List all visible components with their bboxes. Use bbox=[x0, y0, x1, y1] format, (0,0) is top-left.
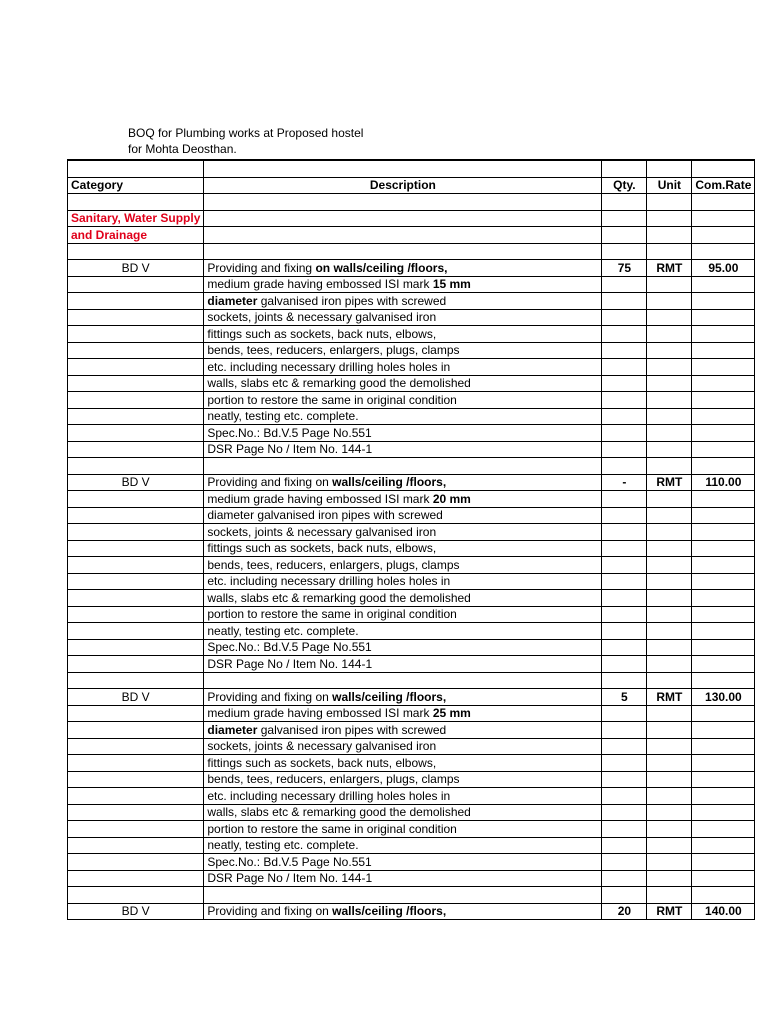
table-row bbox=[68, 623, 755, 640]
item-description-line bbox=[204, 755, 602, 772]
item-description-line bbox=[204, 260, 602, 277]
description-text: etc. including necessary drilling holes holes in bbox=[207, 574, 451, 588]
item-description-line bbox=[204, 705, 602, 722]
item-unit: RMT bbox=[647, 689, 692, 706]
table-row bbox=[68, 573, 755, 590]
table-row bbox=[68, 837, 755, 854]
description-text: Spec.No.: Bd.V.5 Page No.551 bbox=[207, 425, 372, 440]
table-blank-row bbox=[68, 458, 755, 475]
item-description-line bbox=[204, 623, 602, 640]
item-unit: RMT bbox=[647, 260, 692, 277]
item-description-line bbox=[204, 293, 602, 310]
description-text: Spec.No.: Bd.V.5 Page No.551 bbox=[207, 640, 372, 654]
item-description-line bbox=[204, 788, 602, 805]
table-row bbox=[68, 755, 755, 772]
table-row bbox=[68, 342, 755, 359]
description-text: medium grade having embossed ISI mark bbox=[207, 277, 433, 291]
section-heading-line2: and Drainage bbox=[71, 227, 148, 242]
table-row bbox=[68, 540, 755, 557]
item-rate: 140.00 bbox=[692, 903, 755, 920]
table-row bbox=[68, 375, 755, 392]
boq-table bbox=[67, 159, 755, 920]
description-text: Spec.No.: Bd.V.5 Page No.551 bbox=[207, 854, 372, 869]
item-category: BD V bbox=[68, 474, 204, 491]
table-row bbox=[68, 903, 755, 920]
item-description-line bbox=[204, 722, 602, 739]
table-row bbox=[68, 309, 755, 326]
description-text: portion to restore the same in original condition bbox=[207, 821, 457, 836]
item-description-line bbox=[204, 524, 602, 541]
table-row bbox=[68, 441, 755, 458]
table-row bbox=[68, 722, 755, 739]
item-description-line bbox=[204, 326, 602, 343]
description-text: medium grade having embossed ISI mark bbox=[207, 491, 433, 506]
description-text: portion to restore the same in original condition bbox=[207, 607, 457, 621]
description-text: sockets, joints & necessary galvanised iron bbox=[207, 739, 437, 753]
table-row bbox=[68, 425, 755, 442]
table-row bbox=[68, 639, 755, 656]
description-text: DSR Page No / Item No. 144-1 bbox=[207, 442, 373, 456]
item-description-line bbox=[204, 359, 602, 376]
item-description-line bbox=[204, 639, 602, 656]
table-row bbox=[68, 590, 755, 607]
item-description-line bbox=[204, 474, 602, 491]
item-rate: 130.00 bbox=[692, 689, 755, 706]
item-qty: 20 bbox=[602, 903, 647, 920]
section-heading-row bbox=[68, 227, 755, 244]
item-description-line bbox=[204, 771, 602, 788]
table-row bbox=[68, 491, 755, 508]
description-text: bends, tees, reducers, enlargers, plugs, clamps bbox=[207, 557, 460, 572]
table-row bbox=[68, 392, 755, 409]
table-blank-row bbox=[68, 243, 755, 260]
description-text: diameter galvanised iron pipes with screwed bbox=[207, 508, 443, 522]
table-blank-row bbox=[68, 887, 755, 904]
item-description-line bbox=[204, 804, 602, 821]
header-unit: Unit bbox=[647, 177, 692, 194]
section-heading-row bbox=[68, 210, 755, 227]
item-description-line bbox=[204, 540, 602, 557]
item-description-line bbox=[204, 375, 602, 392]
description-text: bends, tees, reducers, enlargers, plugs, clamps bbox=[207, 343, 460, 357]
table-blank-row bbox=[68, 672, 755, 689]
table-row bbox=[68, 474, 755, 491]
table-row bbox=[68, 524, 755, 541]
description-text: Providing and fixing on bbox=[207, 475, 333, 489]
table-row bbox=[68, 870, 755, 887]
description-text: etc. including necessary drilling holes holes in bbox=[207, 788, 451, 803]
item-description-line bbox=[204, 606, 602, 623]
description-text: neatly, testing etc. complete. bbox=[207, 838, 359, 852]
description-bold-text: diameter bbox=[207, 722, 258, 737]
item-rate: 95.00 bbox=[692, 260, 755, 277]
table-row bbox=[68, 788, 755, 805]
table-row bbox=[68, 804, 755, 821]
document-title: BOQ for Plumbing works at Proposed hostel bbox=[128, 126, 364, 140]
item-description-line bbox=[204, 573, 602, 590]
table-row bbox=[68, 738, 755, 755]
description-text: fittings such as sockets, back nuts, elbows, bbox=[207, 755, 437, 770]
item-qty: 75 bbox=[602, 260, 647, 277]
description-bold-text: diameter bbox=[207, 293, 258, 308]
description-text: portion to restore the same in original condition bbox=[207, 392, 457, 407]
item-unit: RMT bbox=[647, 903, 692, 920]
item-unit: RMT bbox=[647, 474, 692, 491]
description-bold-text: walls/ceiling /floors, bbox=[332, 904, 447, 918]
table-row bbox=[68, 408, 755, 425]
table-row bbox=[68, 260, 755, 277]
description-bold-text: on walls/ceiling /floors, bbox=[315, 260, 448, 275]
item-description-line bbox=[204, 738, 602, 755]
description-text: neatly, testing etc. complete. bbox=[207, 409, 359, 423]
item-rate: 110.00 bbox=[692, 474, 755, 491]
description-bold-text: 20 mm bbox=[432, 491, 471, 506]
item-description-line bbox=[204, 392, 602, 409]
table-row bbox=[68, 689, 755, 706]
table-header-row bbox=[68, 177, 755, 194]
item-description-line bbox=[204, 491, 602, 508]
description-text: walls, slabs etc & remarking good the demolished bbox=[207, 590, 471, 605]
description-text: DSR Page No / Item No. 144-1 bbox=[207, 656, 373, 671]
table-blank-row bbox=[68, 194, 755, 211]
description-bold-text: walls/ceiling /floors, bbox=[332, 689, 447, 704]
description-text: Providing and fixing on bbox=[207, 689, 333, 704]
table-row bbox=[68, 276, 755, 293]
item-description-line bbox=[204, 590, 602, 607]
description-text: bends, tees, reducers, enlargers, plugs, clamps bbox=[207, 772, 460, 786]
table-row bbox=[68, 854, 755, 871]
description-text: etc. including necessary drilling holes holes in bbox=[207, 359, 451, 374]
document-subtitle: for Mohta Deosthan. bbox=[128, 142, 237, 156]
description-text: fittings such as sockets, back nuts, elbows, bbox=[207, 326, 437, 341]
table-row bbox=[68, 507, 755, 524]
table-row bbox=[68, 821, 755, 838]
item-category: BD V bbox=[68, 903, 204, 920]
item-description-line bbox=[204, 557, 602, 574]
item-qty: - bbox=[602, 474, 647, 491]
item-qty: 5 bbox=[602, 689, 647, 706]
item-description-line bbox=[204, 903, 602, 920]
item-description-line bbox=[204, 425, 602, 442]
description-text: sockets, joints & necessary galvanised iron bbox=[207, 524, 437, 539]
table-row bbox=[68, 557, 755, 574]
table-blank-row bbox=[68, 160, 755, 177]
description-bold-text: 25 mm bbox=[432, 706, 471, 720]
description-text: medium grade having embossed ISI mark bbox=[207, 706, 433, 720]
item-description-line bbox=[204, 309, 602, 326]
table-row bbox=[68, 293, 755, 310]
table-row bbox=[68, 359, 755, 376]
description-bold-text: 15 mm bbox=[432, 277, 471, 291]
item-description-line bbox=[204, 689, 602, 706]
item-description-line bbox=[204, 408, 602, 425]
header-qty: Qty. bbox=[602, 177, 647, 194]
description-text: galvanised iron pipes with screwed bbox=[257, 293, 447, 308]
table-row bbox=[68, 771, 755, 788]
table-row bbox=[68, 656, 755, 673]
item-description-line bbox=[204, 656, 602, 673]
description-text: walls, slabs etc & remarking good the demolished bbox=[207, 376, 471, 390]
item-category: BD V bbox=[68, 260, 204, 277]
table-row bbox=[68, 606, 755, 623]
item-description-line bbox=[204, 821, 602, 838]
header-description: Description bbox=[204, 177, 602, 194]
header-rate: Com.Rate bbox=[692, 177, 755, 194]
description-text: walls, slabs etc & remarking good the demolished bbox=[207, 805, 471, 819]
item-description-line bbox=[204, 342, 602, 359]
description-text: neatly, testing etc. complete. bbox=[207, 623, 359, 638]
item-description-line bbox=[204, 854, 602, 871]
item-description-line bbox=[204, 276, 602, 293]
item-description-line bbox=[204, 870, 602, 887]
header-category: Category bbox=[68, 177, 204, 194]
description-text: Providing and fixing on bbox=[207, 904, 333, 918]
item-description-line bbox=[204, 837, 602, 854]
section-heading-line1: Sanitary, Water Supply bbox=[71, 211, 201, 225]
description-text: DSR Page No / Item No. 144-1 bbox=[207, 871, 373, 885]
description-text: Providing and fixing bbox=[207, 260, 316, 275]
description-text: fittings such as sockets, back nuts, elbows, bbox=[207, 541, 437, 555]
item-description-line bbox=[204, 441, 602, 458]
item-category: BD V bbox=[68, 689, 204, 706]
item-description-line bbox=[204, 507, 602, 524]
table-row bbox=[68, 326, 755, 343]
description-bold-text: walls/ceiling /floors, bbox=[332, 475, 447, 489]
description-text: galvanised iron pipes with screwed bbox=[257, 722, 447, 737]
table-row bbox=[68, 705, 755, 722]
description-text: sockets, joints & necessary galvanised iron bbox=[207, 310, 437, 324]
